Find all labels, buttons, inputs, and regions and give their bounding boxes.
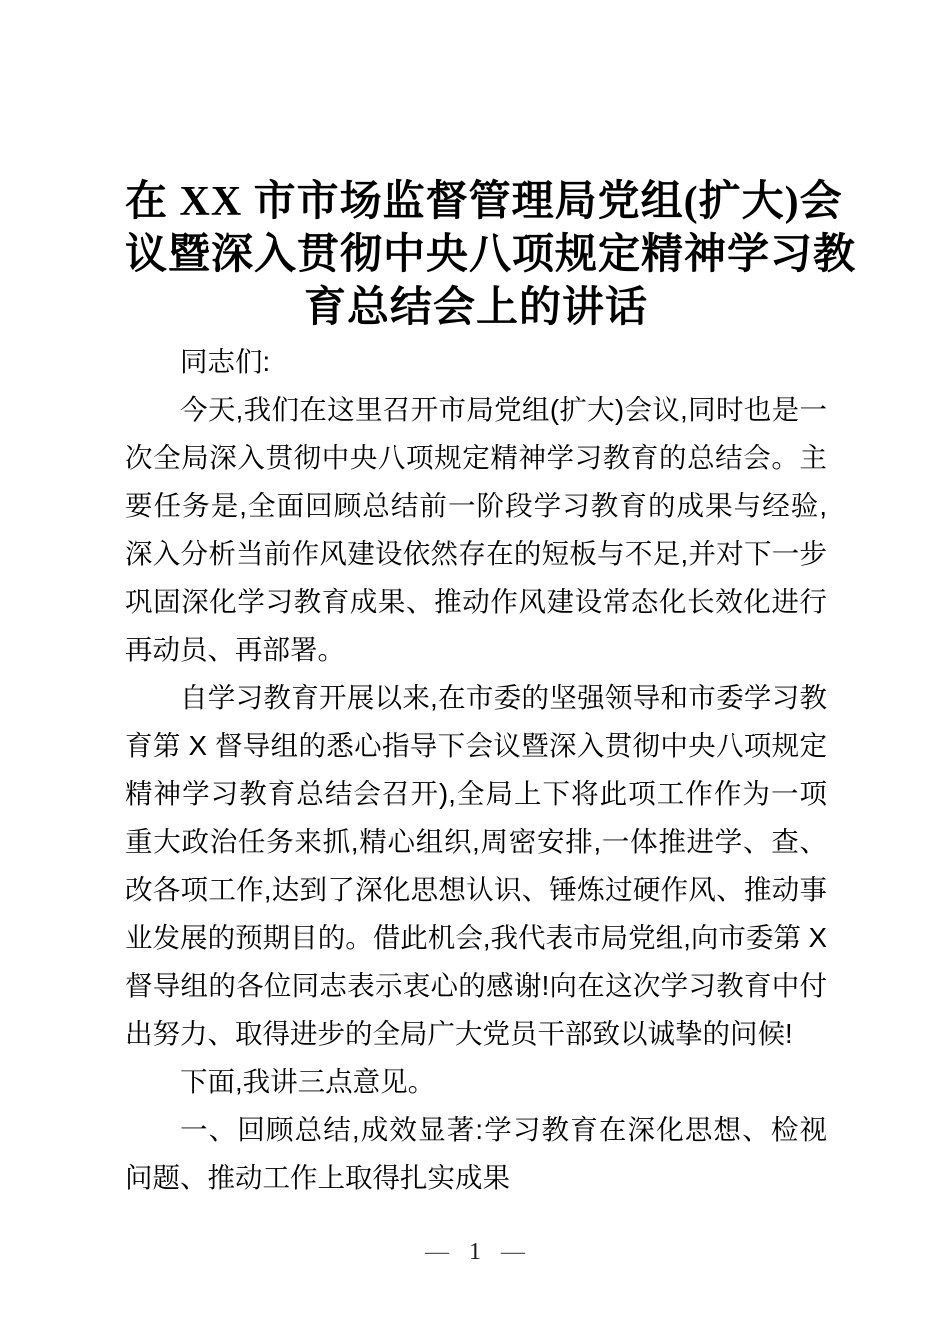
footer-dash-left: — — [425, 1239, 449, 1265]
paragraph-opening: 今天,我们在这里召开市局党组(扩大)会议,同时也是一次全局深入贯彻中央八项规定精神学习教育的总结会。主要任务是,全面回顾总结前一阶段学习教育的成果与经验,深入分析当前作风建设依然存在的短板与不足,并对下一步巩固深化学习教育成果、推动作风建设常态化长效化进行再动员、再部署。 — [125, 394, 827, 665]
paragraph-transition: 下面,我讲三点意见。 — [180, 1066, 436, 1097]
footer-dash-right: — — [501, 1239, 525, 1265]
document-title — [125, 176, 857, 335]
section-1-heading: 一、回顾总结,成效显著:学习教育在深化思想、检视问题、推动工作上取得扎实成果 — [125, 1114, 827, 1193]
title-line-2: 议暨深入贯彻中央八项规定精神学习教 — [125, 232, 857, 278]
paragraph-review: 自学习教育开展以来,在市委的坚强领导和市委学习教育第 X 督导组的悉心指导下会议暨深入贯彻中央八项规定精神学习教育总结会召开),全局上下将此项工作作为一项重大政治任务来抓,精心组织,周密安排,一体推进学、查、改各项工作,达到了深化思想认识、锤炼过硬作风、推动事业发展的预期目的。借此机会,我代表市局党组,向市委第 X 督导组的各位同志表示衷心的感谢!向在这次学习教育中付出努力、取得进步的全局广大党员干部致以诚挚的问候! — [125, 682, 827, 1049]
page-footer — [0, 1238, 950, 1266]
title-line-3: 育总结会上的讲话 — [303, 285, 648, 331]
page-content — [0, 176, 950, 1202]
page-number: 1 — [469, 1239, 481, 1265]
paragraph-greeting: 同志们: — [180, 346, 271, 377]
document-body — [125, 338, 827, 1202]
title-line-1: 在 XX 市市场监督管理局党组(扩大)会 — [125, 179, 843, 225]
